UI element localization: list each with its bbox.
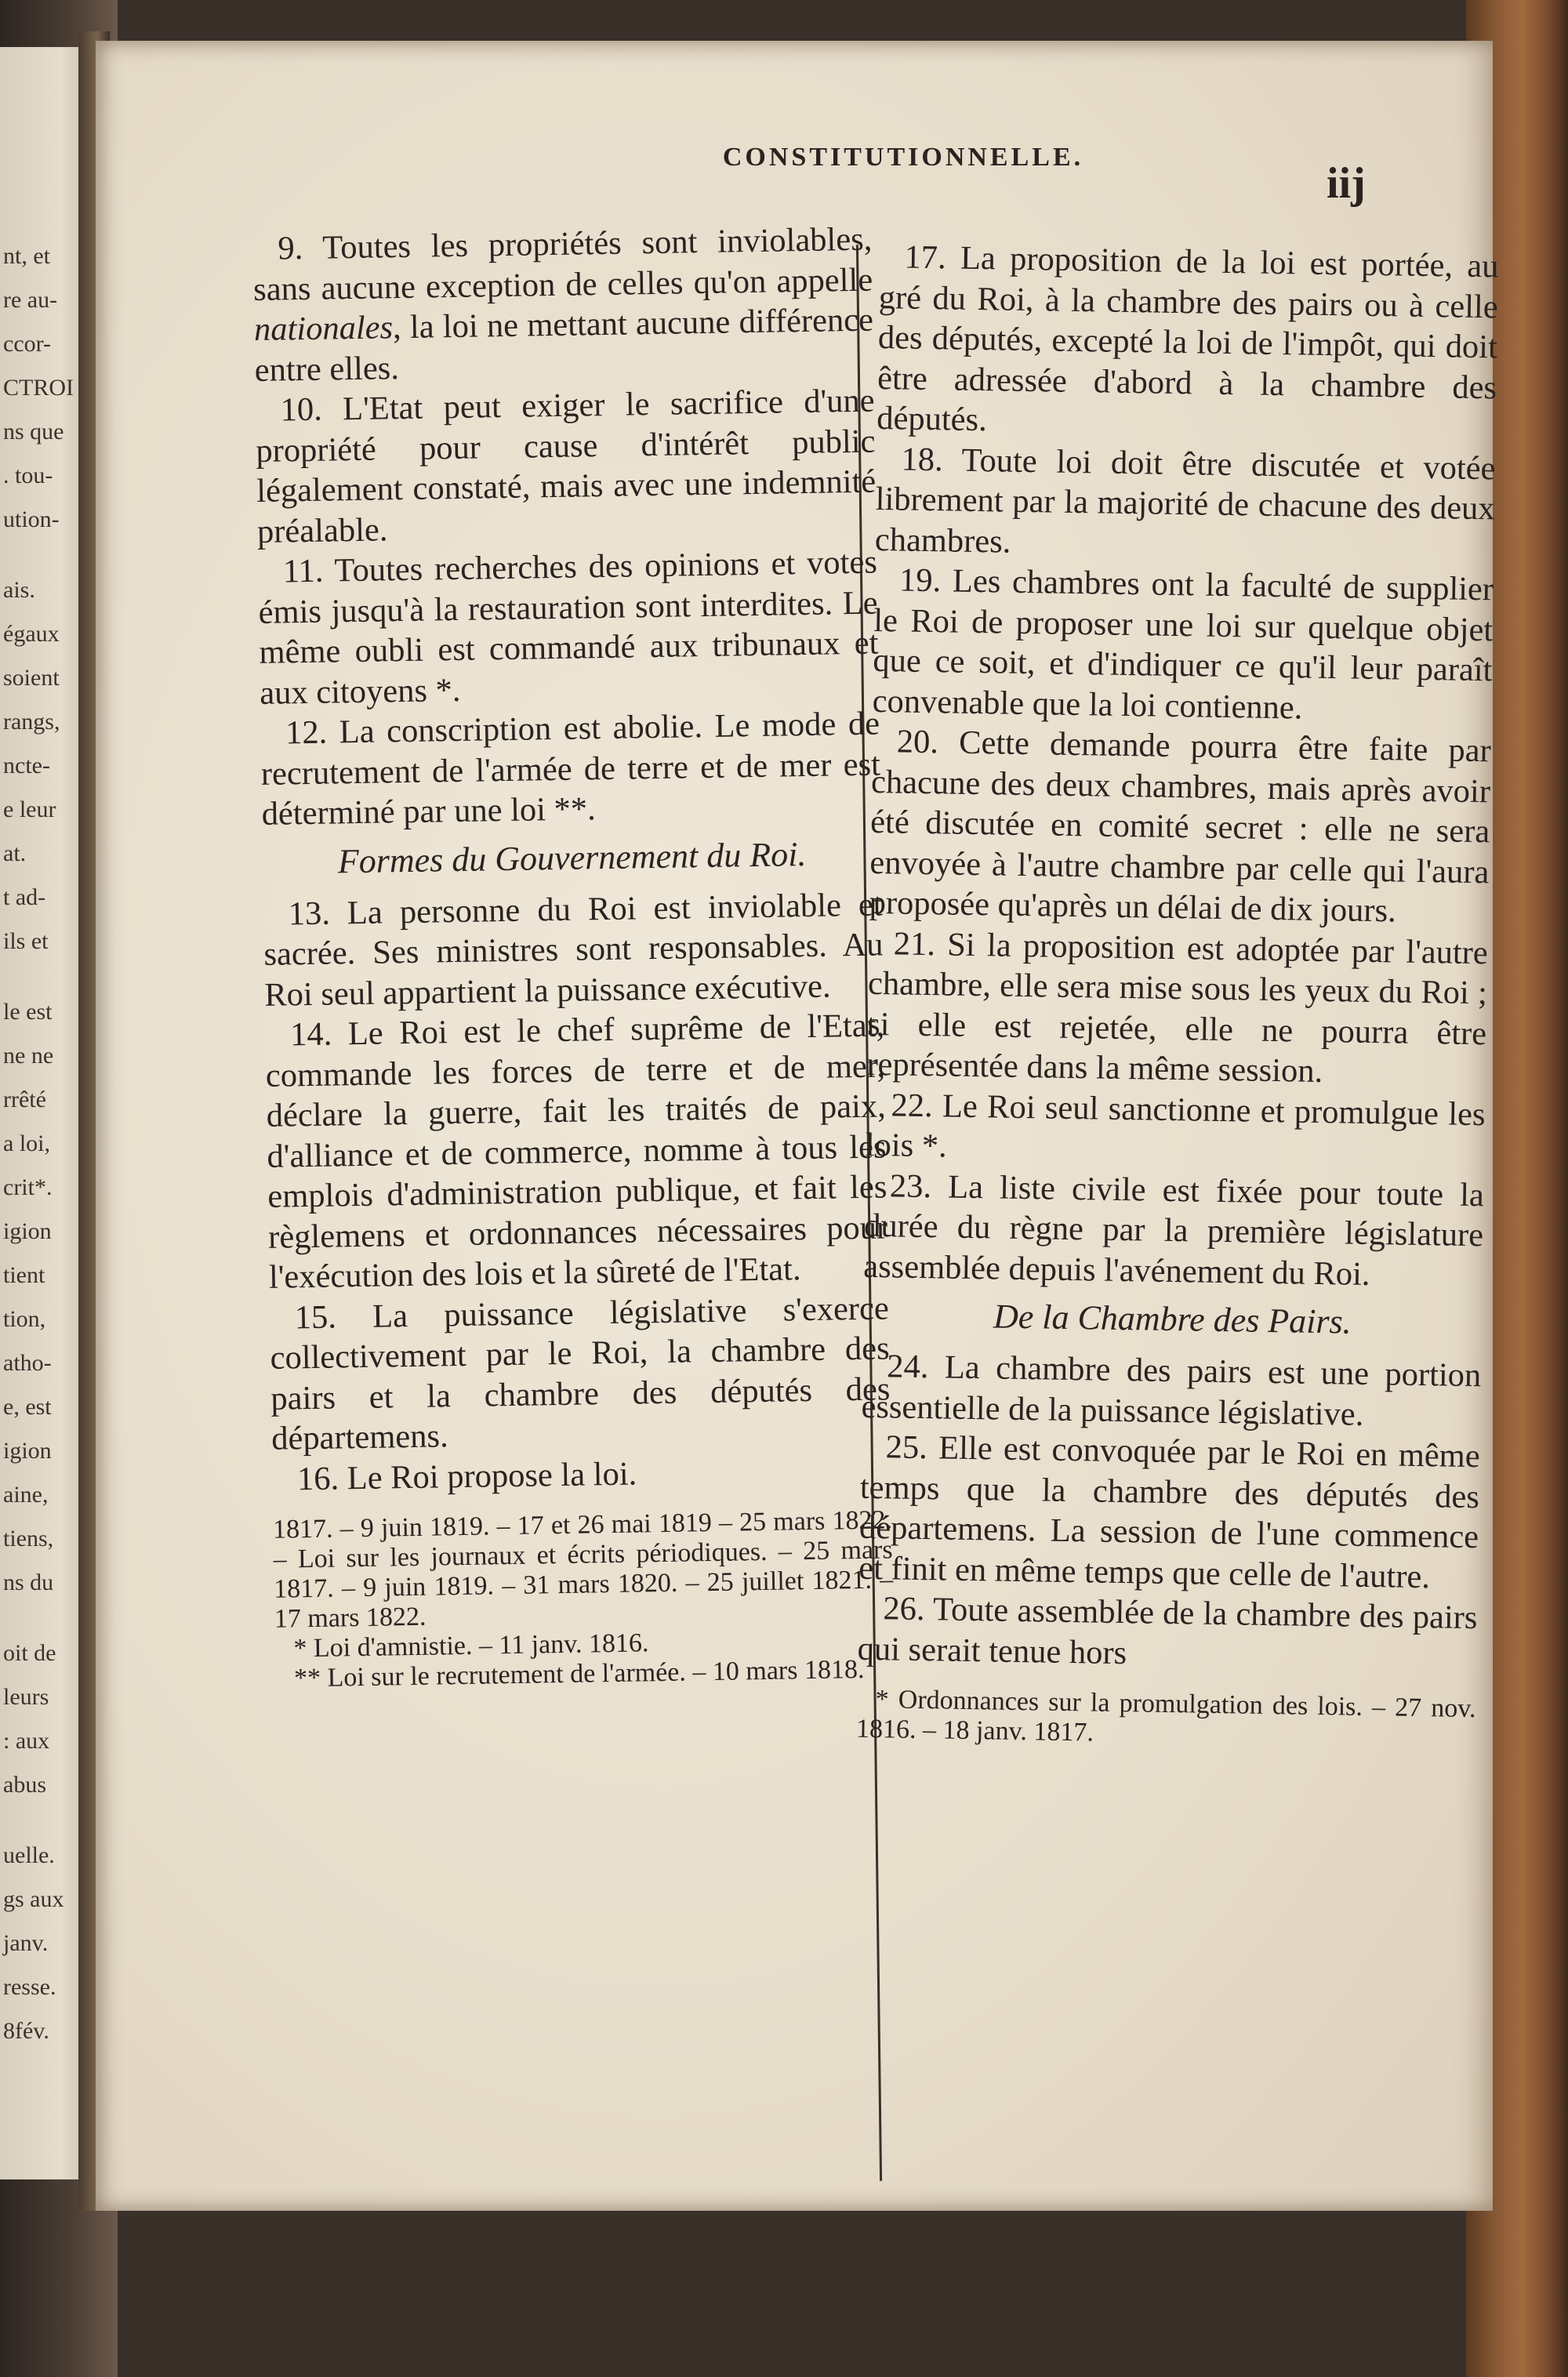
left-page-fragment: uelle. [3, 1842, 55, 1868]
article-16: 16. Le Roi propose la loi. [296, 1454, 637, 1497]
left-page-fragment: soient [3, 665, 60, 691]
article-11: 11. Toutes recherches des opinions et votes émis jusqu'à la restauration sont interdites. Le même oubli est commandé aux tribunaux et aux citoyens *. [258, 543, 879, 712]
left-page-fragment: leurs [3, 1684, 49, 1710]
article-25: 25. Elle est convoquée par le Roi en même temps que la chambre des députés des départemens. La session de l'une commence et finit en même temps que celle de l'autre. [858, 1428, 1481, 1595]
left-page-fragment: re au- [3, 287, 58, 313]
article-18: 18. Toute loi doit être discutée et votée librement par la majorité de chacune des deux chambres. [874, 440, 1496, 561]
left-page-fragment: a loi, [3, 1130, 50, 1156]
left-page-fragment: e leur [3, 797, 56, 822]
left-page-fragment: tient [3, 1262, 45, 1288]
article-10: 10. L'Etat peut exiger le sacrifice d'une propriété pour cause d'intérêt public légalement constaté, mais avec une indemnité préalable. [256, 382, 877, 550]
left-page-fragment: resse. [3, 1974, 56, 2000]
left-page-fragment: gs aux [3, 1886, 64, 1912]
article-9 [252, 220, 874, 390]
footnote-1: * Loi d'amnistie. – 11 janv. 1816. [293, 1628, 649, 1664]
left-column [252, 220, 895, 1694]
article-20: 20. Cette demande pourra être faite par chacune des deux chambres, mais après avoir été discutée en comité secret : elle ne sera envoyée à l'autre chambre par celle qui l'aura proposée qu'après un délai de dix jours. [869, 723, 1492, 930]
article-23: 23. La liste civile est fixée pour toute la durée du règne par la première législature assemblée depuis l'avénement du Roi. [863, 1167, 1485, 1293]
article-19: 19. Les chambres ont la faculté de supplier le Roi de proposer une loi sur quelque objet que ce soit, et d'indiquer ce qu'il leur paraît convenable que la loi contienne. [872, 561, 1494, 727]
left-page-fragment: égaux [3, 621, 60, 647]
left-page-fragment: ils et [3, 928, 49, 954]
footnote-2: ** Loi sur le recrutement de l'armée. – 10 mars 1818. [293, 1654, 865, 1693]
left-page-fragment: le est [3, 999, 53, 1025]
left-page-fragment: aine, [3, 1482, 49, 1508]
article-21: 21. Si la proposition est adoptée par l'autre chambre, elle sera mise sous les yeux du Roi ; si elle est rejetée, elle ne pourra être représentée dans la même session. [866, 924, 1489, 1091]
left-page-fragment: tion, [3, 1306, 46, 1332]
left-page-fragment: at. [3, 840, 27, 866]
article-9-text: 9. Toutes les propriétés sont inviolables, sans aucune exception de celles qu'on appelle [252, 220, 873, 308]
page-number: iij [1327, 159, 1366, 208]
left-page-fragment: 8fév. [3, 2018, 49, 2044]
left-page-fragment: atho- [3, 1350, 52, 1376]
left-page-fragment: nt, et [3, 243, 50, 269]
article-17: 17. La proposition de la loi est portée, au gré du Roi, à la chambre des pairs ou à celle des députés, excepté la loi de l'impôt, qui doit être adressée d'abord à la chambre des députés. [876, 238, 1499, 439]
article-9-text-end: , la loi ne mettant aucune différence entre elles. [254, 301, 874, 389]
left-page-fragment: ncte- [3, 753, 50, 778]
left-page-fragment: janv. [3, 1930, 49, 1956]
left-page-fragment: tiens, [3, 1526, 54, 1551]
right-column [856, 237, 1499, 1754]
left-page-fragment: : aux [3, 1728, 50, 1754]
left-page-fragment: ns que [3, 419, 64, 445]
left-page-fragment: rrêté [3, 1087, 46, 1112]
left-page-fragment: igion [3, 1438, 52, 1464]
section-heading-pairs: De la Chambre des Pairs. [993, 1297, 1352, 1341]
left-page-fragment: e, est [3, 1394, 52, 1420]
article-24: 24. La chambre des pairs est une portion essentielle de la puissance législative. [861, 1348, 1482, 1433]
article-22: 22. Le Roi seul sanctionne et promulgue les lois *. [865, 1086, 1486, 1165]
left-page-fragment: t ad- [3, 884, 46, 910]
left-page-fragment: ne ne [3, 1043, 54, 1069]
section-heading-gouvernement: Formes du Gouvernement du Roi. [337, 834, 807, 880]
left-page-fragment: igion [3, 1218, 52, 1244]
left-page-fragment: CTROI [3, 375, 74, 401]
article-12: 12. La conscription est abolie. Le mode de recrutement de l'armée de terre et de mer est déterminé par une loi **. [260, 705, 881, 833]
left-page-fragment: oit de [3, 1640, 56, 1666]
footnote-dates: 1817. – 9 juin 1819. – 17 et 26 mai 1819 – 25 mars 1822. – Loi sur les journaux et écrits périodiques. – 25 mars 1817. – 9 juin 1819. – 31 mars 1820. – 25 juillet 1821. – 17 mars 1822. [272, 1505, 894, 1634]
left-page-fragment: abus [3, 1772, 46, 1798]
article-13: 13. La personne du Roi est inviolable et sacrée. Ses ministres sont responsables. Au Roi seul appartient la puissance exécutive. [263, 885, 884, 1014]
article-26: 26. Toute assemblée de la chambre des pairs qui serait tenue hors [857, 1590, 1478, 1671]
left-page-fragment: ns du [3, 1570, 54, 1595]
running-header: CONSTITUTIONNELLE. [722, 143, 1084, 172]
book-page [96, 41, 1499, 2211]
left-page-fragment: crit*. [3, 1174, 53, 1200]
left-page-fragment: ais. [3, 577, 35, 603]
left-page-fragment: ccor- [3, 331, 52, 357]
left-page-edge [0, 47, 86, 2179]
footnote-right-1: * Ordonnances sur la promulgation des lois. – 27 nov. 1816. – 18 janv. 1817. [855, 1685, 1476, 1747]
left-page-fragment: ution- [3, 506, 60, 532]
left-page-fragment: . tou- [3, 463, 53, 488]
article-15: 15. La puissance législative s'exerce collectivement par le Roi, la chambre des pairs et la chambre des députés des départemens. [270, 1289, 891, 1457]
article-14: 14. Le Roi est le chef suprême de l'Etat, commande les forces de terre et de mer, déclare la guerre, fait les traités de paix, d'alliance et de commerce, nomme à tous les emplois d'administration publique, et fait les règlemens et ordonnances nécessaires pour l'exécution des lois et la sûreté de l'Etat. [265, 1007, 888, 1296]
left-page-fragment: rangs, [3, 709, 60, 735]
article-9-italic: nationales [253, 309, 394, 348]
